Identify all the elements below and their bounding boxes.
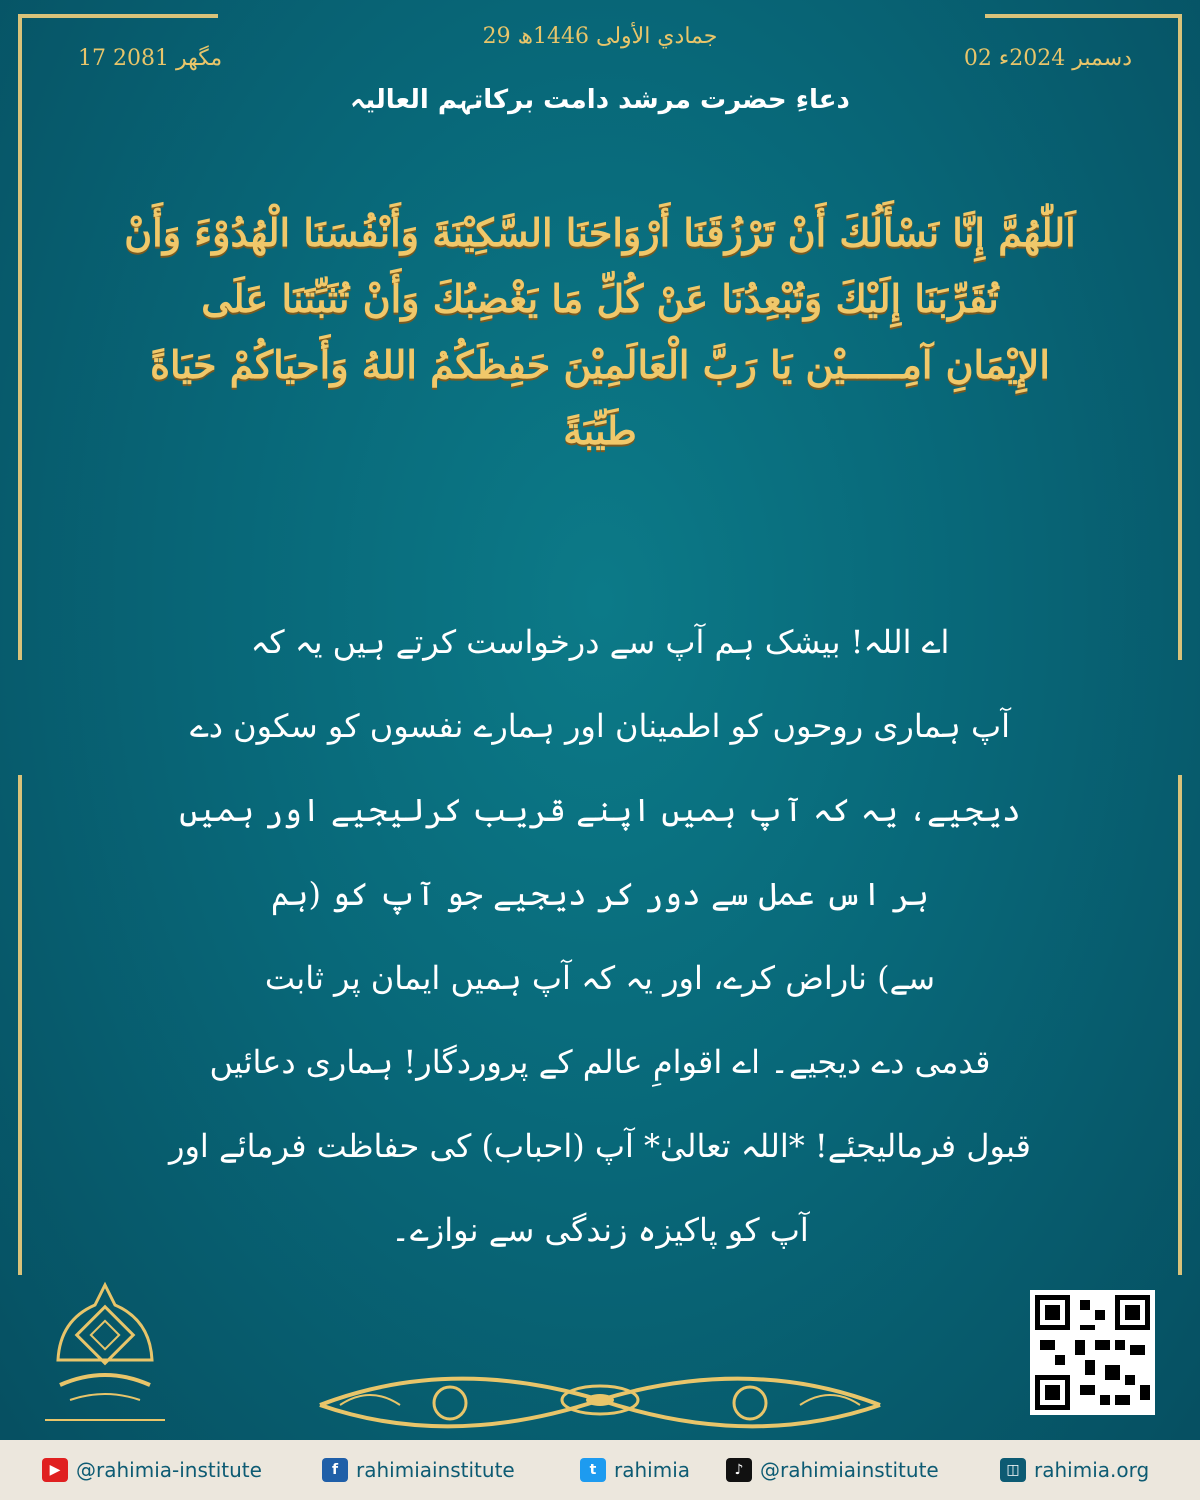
urdu-line: اے اللہ! بیشک ہم آپ سے درخواست کرتے ہیں یہ کہ bbox=[250, 623, 950, 661]
arabic-line: تُقَرِّبَنَا إِلَيْكَ وَتُبْعِدُنَا عَنْ كُلِّ مَا يَغْضِبُكَ وَأَنْ تُثَبِّتَنَا عَلَى bbox=[201, 276, 999, 321]
arabic-line: اَللّٰهُمَّ إِنَّا نَسْأَلُكَ أَنْ تَرْزُقَنَا أَرْوَاحَنَا السَّكِيْنَةَ وَأَنْفُسَنَا الْهُدُوْءَ وَأَنْ bbox=[124, 210, 1076, 255]
translation-urdu bbox=[140, 600, 1060, 1272]
urdu-line: ہر اس عمل سے دور کر دیجیے جو آپ کو (ہم bbox=[271, 875, 929, 913]
twitter-link[interactable] bbox=[580, 1455, 690, 1485]
frame-top-left bbox=[18, 14, 218, 18]
rahimia-logo bbox=[40, 1280, 170, 1440]
twitter-handle: rahimia bbox=[614, 1458, 691, 1482]
urdu-line: آپ ہماری روحوں کو اطمینان اور ہمارے نفسوں کو سکون دے bbox=[189, 707, 1011, 745]
arabic-line: طَيِّبَةً bbox=[563, 408, 637, 453]
qr-code[interactable] bbox=[1030, 1290, 1155, 1415]
tiktok-link[interactable] bbox=[726, 1455, 939, 1485]
urdu-line: قدمی دے دیجیے۔ اے اقوامِ عالم کے پروردگار! ہماری دعائیں bbox=[209, 1043, 991, 1081]
dua-arabic bbox=[60, 200, 1140, 464]
social-footer bbox=[0, 1440, 1200, 1500]
urdu-line: آپ کو پاکیزہ زندگی سے نوازے۔ bbox=[391, 1211, 809, 1249]
twitter-icon: t bbox=[580, 1458, 606, 1482]
youtube-link[interactable] bbox=[42, 1455, 262, 1485]
date-bikrami: 17 مگھر 2081 bbox=[78, 46, 223, 71]
youtube-handle: @rahimia-institute bbox=[76, 1458, 262, 1482]
tiktok-handle: @rahimiainstitute bbox=[760, 1458, 939, 1482]
website-link[interactable] bbox=[1000, 1455, 1149, 1485]
facebook-link[interactable] bbox=[322, 1455, 515, 1485]
facebook-icon: f bbox=[322, 1458, 348, 1482]
tiktok-icon: ♪ bbox=[726, 1458, 752, 1482]
urdu-line: دیجیے، یہ کہ آپ ہمیں اپنے قریب کرلیجیے اور ہمیں bbox=[179, 791, 1021, 829]
urdu-line: سے) ناراض کرے، اور یہ کہ آپ ہمیں ایمان پر ثابت bbox=[264, 959, 936, 997]
urdu-line: قبول فرمالیجئے! *اللہ تعالیٰ* آپ (احباب) کی حفاظت فرمائے اور bbox=[169, 1127, 1031, 1165]
website-url: rahimia.org bbox=[1034, 1458, 1150, 1482]
frame-top-right bbox=[985, 14, 1182, 18]
date-hijri: 29 جمادي الأولى 1446ھ bbox=[482, 24, 718, 49]
gold-ornament bbox=[300, 1365, 900, 1435]
youtube-icon: ▶ bbox=[42, 1458, 68, 1482]
page-subtitle: دعاءِ حضرت مرشد دامت برکاتہم العالیہ bbox=[350, 85, 850, 115]
frame-left-lower bbox=[18, 775, 22, 1275]
facebook-handle: rahimiainstitute bbox=[356, 1458, 515, 1482]
globe-icon: ◫ bbox=[1000, 1458, 1026, 1482]
frame-right-lower bbox=[1178, 775, 1182, 1275]
arabic-line: الإِيْمَانِ آمِـــــيْن يَا رَبَّ الْعَالَمِيْنَ حَفِظَكُمُ اللهُ وَأَحيَاكُمْ حَيَاةً bbox=[150, 342, 1050, 387]
date-gregorian: 02 دسمبر 2024ء bbox=[963, 46, 1132, 71]
